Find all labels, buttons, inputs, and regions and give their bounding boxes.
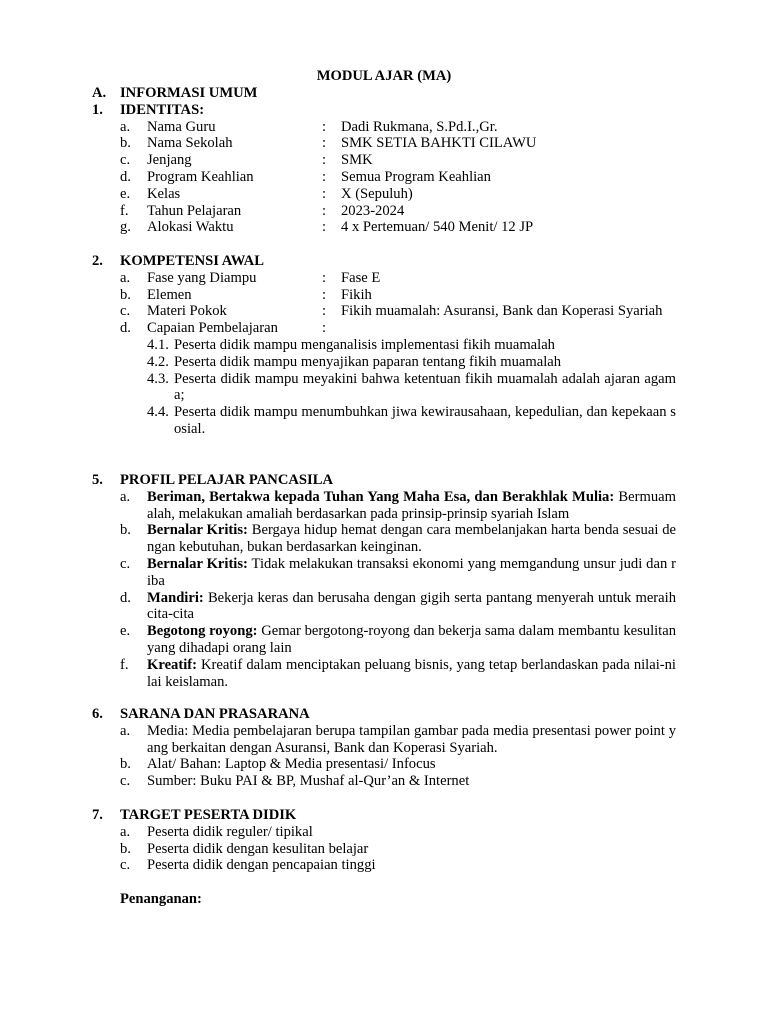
row-label: Tahun Pelajaran [147,202,242,219]
profil-bold: Kreatif: [147,656,197,673]
profil-text: Gemar bergotong-royong dan bekerja sama dalam membantu kesulitan yang dihadapi orang lain [147,623,677,656]
profil-text: Bekerja keras dan berusaha dengan gigih serta pantang menyerah untuk meraih cita-cita [147,589,676,623]
profil-bold: Mandiri: [147,589,204,606]
row-label: Elemen [147,286,192,303]
row-value: Fase E [341,269,381,286]
profil-text: Bergaya hidup hemat dengan cara membelanjakan harta benda sesuai dengan kebutuhan, bukan berdasarkan keinginan. [147,522,677,556]
profil-text: Tidak melakukan transaksi ekonomi yang memgandung unsur judi dan riba [147,555,676,589]
row-label: Capaian Pembelajaran [147,320,278,337]
sarana-text: Media: Media pembelajaran berupa tampilan gambar pada media presentasi power point yang berkaitan dengan Asuransi, Bank dan Koperasi Syariah. [147,722,676,756]
spacer [92,874,676,891]
profil-item [92,590,676,624]
kompetensi-title: KOMPETENSI AWAL [120,253,264,269]
capaian-item [92,337,676,354]
row-colon: : [322,269,327,286]
target-item [92,824,676,841]
identitas-row [92,186,676,203]
capaian-item [92,371,676,405]
capaian-num: 4.4. [147,404,169,421]
target-item [92,857,676,874]
kompetensi-row [92,320,676,337]
identitas-row [92,119,676,136]
capaian-num: 4.3. [147,370,169,387]
row-letter: b. [120,135,131,152]
row-colon: : [322,286,327,303]
sarana-item [92,756,676,773]
profil-bold: Bernalar Kritis: [147,555,248,572]
row-colon: : [322,135,327,152]
profil-letter: a. [120,488,131,505]
target-item [92,841,676,858]
target-title: TARGET PESERTA DIDIK [120,807,297,823]
profil-text: Bermuamalah, melakukan amaliah berdasarkan pada prinsip-prinsip syariah Islam [147,488,676,522]
row-value: Fikih muamalah: Asuransi, Bank dan Koperasi Syariah [341,303,663,320]
profil-letter: f. [120,656,129,673]
capaian-text: Peserta didik mampu menganalisis implementasi fikih muamalah [174,336,555,353]
profil-title: PROFIL PELAJAR PANCASILA [120,472,333,488]
identitas-row [92,152,676,169]
row-colon: : [322,118,327,135]
target-num: 7. [92,807,103,823]
row-colon: : [322,320,327,337]
row-label: Jenjang [147,152,192,169]
section-a-num: A. [92,85,107,101]
capaian-text: Peserta didik mampu meyakini bahwa ketentuan fikih muamalah adalah ajaran agama; [174,370,676,404]
profil-item [92,522,676,556]
capaian-item [92,354,676,371]
target-block [92,807,676,908]
identitas-num: 1. [92,101,103,118]
target-letter: b. [120,840,131,857]
penanganan-heading: Penanganan: [120,890,202,907]
profil-item [92,623,676,657]
row-value: X (Sepuluh) [341,185,413,202]
profil-bold: Bernalar Kritis: [147,522,248,539]
profil-block [92,472,676,690]
capaian-num: 4.1. [147,336,169,353]
identitas-row [92,169,676,186]
identitas-row [92,135,676,152]
section-a-heading [92,85,676,102]
target-text: Peserta didik dengan pencapaian tinggi [147,857,376,874]
row-letter: c. [120,303,131,320]
profil-num: 5. [92,472,103,488]
identitas-block [92,85,676,236]
sarana-heading [92,706,676,723]
row-letter: c. [120,152,131,169]
row-value: Dadi Rukmana, S.Pd.I.,Gr. [341,118,498,135]
profil-heading [92,472,676,489]
profil-letter: e. [120,623,131,640]
row-value: Fikih [341,286,372,303]
target-text: Peserta didik dengan kesulitan belajar [147,840,369,857]
row-colon: : [322,202,327,219]
row-label: Nama Sekolah [147,135,233,152]
identitas-heading [92,102,676,119]
identitas-title: IDENTITAS: [120,101,205,118]
capaian-text: Peserta didik mampu menumbuhkan jiwa kewirausahaan, kepedulian, dan kepekaan sosial. [174,404,676,437]
kompetensi-heading [92,253,676,270]
sarana-title: SARANA DAN PRASARANA [120,706,310,722]
row-colon: : [322,303,327,320]
row-colon: : [322,219,327,236]
identitas-row [92,219,676,236]
row-letter: a. [120,118,131,135]
row-value: 4 x Pertemuan/ 540 Menit/ 12 JP [341,219,534,236]
row-colon: : [322,152,327,169]
target-heading [92,807,676,824]
sarana-text: Alat/ Bahan: Laptop & Media presentasi/ Infocus [147,756,436,773]
row-letter: e. [120,185,131,202]
row-value: SMK [341,152,373,169]
section-a-title: INFORMASI UMUM [120,85,258,101]
profil-item [92,556,676,590]
row-letter: g. [120,219,131,236]
row-colon: : [322,185,327,202]
target-letter: a. [120,823,131,840]
row-value: Semua Program Keahlian [341,168,491,185]
row-label: Kelas [147,185,181,202]
row-letter: b. [120,286,131,303]
row-label: Fase yang Diampu [147,269,257,286]
profil-bold: Begotong royong: [147,623,258,640]
sarana-text: Sumber: Buku PAI & BP, Mushaf al-Qur’an & Internet [147,773,470,790]
profil-bold: Beriman, Bertakwa kepada Tuhan Yang Maha Esa, dan Berakhlak Mulia: [147,488,615,505]
target-letter: c. [120,857,131,874]
sarana-item [92,773,676,790]
capaian-num: 4.2. [147,353,169,370]
row-letter: d. [120,168,131,185]
profil-letter: d. [120,589,131,606]
kompetensi-row [92,270,676,287]
profil-item [92,489,676,523]
profil-letter: c. [120,555,131,572]
kompetensi-block [92,253,676,438]
row-label: Program Keahlian [147,168,254,185]
sarana-num: 6. [92,706,103,722]
sarana-block [92,706,676,790]
row-label: Materi Pokok [147,303,227,320]
sarana-item [92,723,676,757]
profil-letter: b. [120,522,131,539]
profil-text: Kreatif dalam menciptakan peluang bisnis, yang tetap berlandaskan pada nilai-nilai keislaman. [147,656,676,690]
kompetensi-num: 2. [92,253,103,269]
row-label: Nama Guru [147,118,216,135]
sarana-letter: c. [120,773,131,790]
sarana-letter: b. [120,756,131,773]
capaian-text: Peserta didik mampu menyajikan paparan tentang fikih muamalah [174,353,562,370]
kompetensi-row [92,287,676,304]
document-title: MODUL AJAR (MA) [316,68,452,84]
kompetensi-row [92,303,676,320]
row-value: SMK SETIA BAHKTI CILAWU [341,135,537,152]
target-text: Peserta didik reguler/ tipikal [147,823,313,840]
row-letter: a. [120,269,131,286]
capaian-item [92,404,676,438]
row-letter: d. [120,320,131,337]
row-letter: f. [120,202,129,219]
sarana-letter: a. [120,722,131,739]
identitas-row [92,203,676,220]
row-colon: : [322,168,327,185]
row-label: Alokasi Waktu [147,219,234,236]
profil-item [92,657,676,691]
row-value: 2023-2024 [341,202,405,219]
